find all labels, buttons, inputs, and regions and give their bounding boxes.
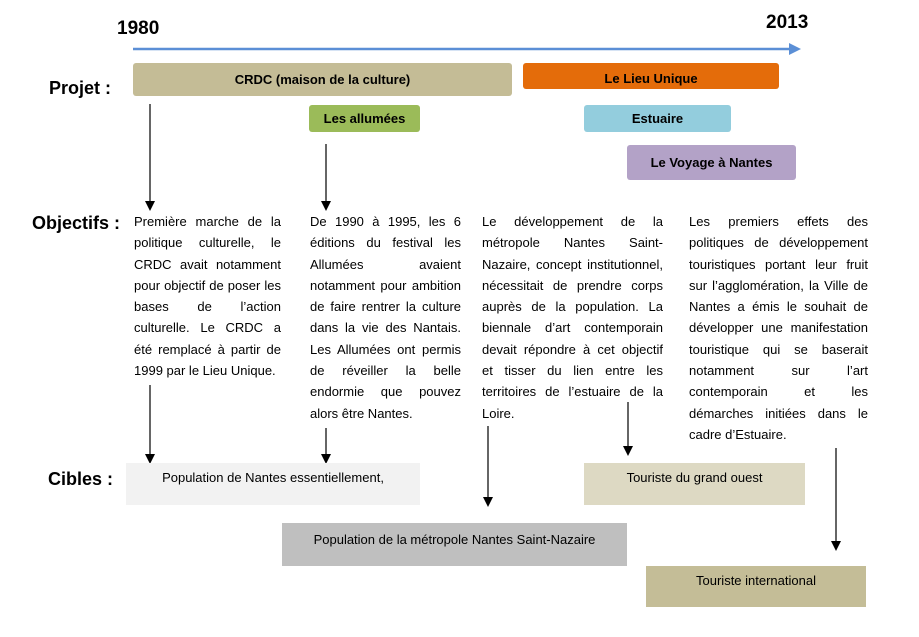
objective-voyage-a-nantes: Les premiers effets des politiques de développement touristiques portant leur fruit sur l’agglomération, la Ville de Nantes a émis le souhait de développer une manifestation touristique qui se baserait notamment sur l’art contemporain et les démarches initiées dans le cadre d’Estuaire. [689, 214, 868, 442]
target-touriste-grand-ouest [584, 463, 805, 505]
row-label-objectifs: Objectifs : [32, 213, 121, 233]
end-year: 2013 [766, 12, 809, 33]
row-label-projet: Projet : [49, 78, 112, 98]
objective-estuaire: Le développement de la métropole Nantes Saint-Nazaire, concept institutionnel, nécessitait de prendre corps auprès de la population. La biennale d’art contemporain devait répondre à cet objectif et tisser du lien entre les territoires de l’estuaire de la Loire. [482, 214, 663, 421]
project-bar-voyage-a-nantes: Le Voyage à Nantes [627, 145, 796, 180]
project-bar-allumees: Les allumées [309, 105, 420, 132]
project-bar-crdc: CRDC (maison de la culture) [133, 63, 512, 96]
target-touriste-international-label: Touriste international [696, 573, 816, 588]
project-bar-lieu-unique: Le Lieu Unique [523, 63, 779, 89]
target-touriste-international [646, 566, 866, 607]
objective-allumees: De 1990 à 1995, les 6 éditions du festival les Allumées avaient notamment pour ambition de faire rentrer la culture dans la vie des Nantais. Les Allumées ont permis de réveiller la belle endormie que pouvez alors être Nantes. [310, 214, 461, 421]
target-population-metropole-label: Population de la métropole Nantes Saint-Nazaire [313, 532, 596, 547]
target-population-nantes-label: Population de Nantes essentiellement, [162, 470, 384, 485]
start-year: 1980 [117, 18, 160, 39]
project-bar-estuaire: Estuaire [584, 105, 731, 132]
row-label-cibles: Cibles : [48, 469, 114, 489]
objective-crdc: Première marche de la politique culturelle, le CRDC avait notamment pour objectif de poser les bases de l’action culturelle. Le CRDC a été remplacé à partir de 1999 par le Lieu Unique. [134, 214, 281, 379]
target-touriste-grand-ouest-label: Touriste du grand ouest [626, 470, 763, 485]
target-population-metropole [282, 523, 627, 566]
target-population-nantes [126, 463, 420, 505]
